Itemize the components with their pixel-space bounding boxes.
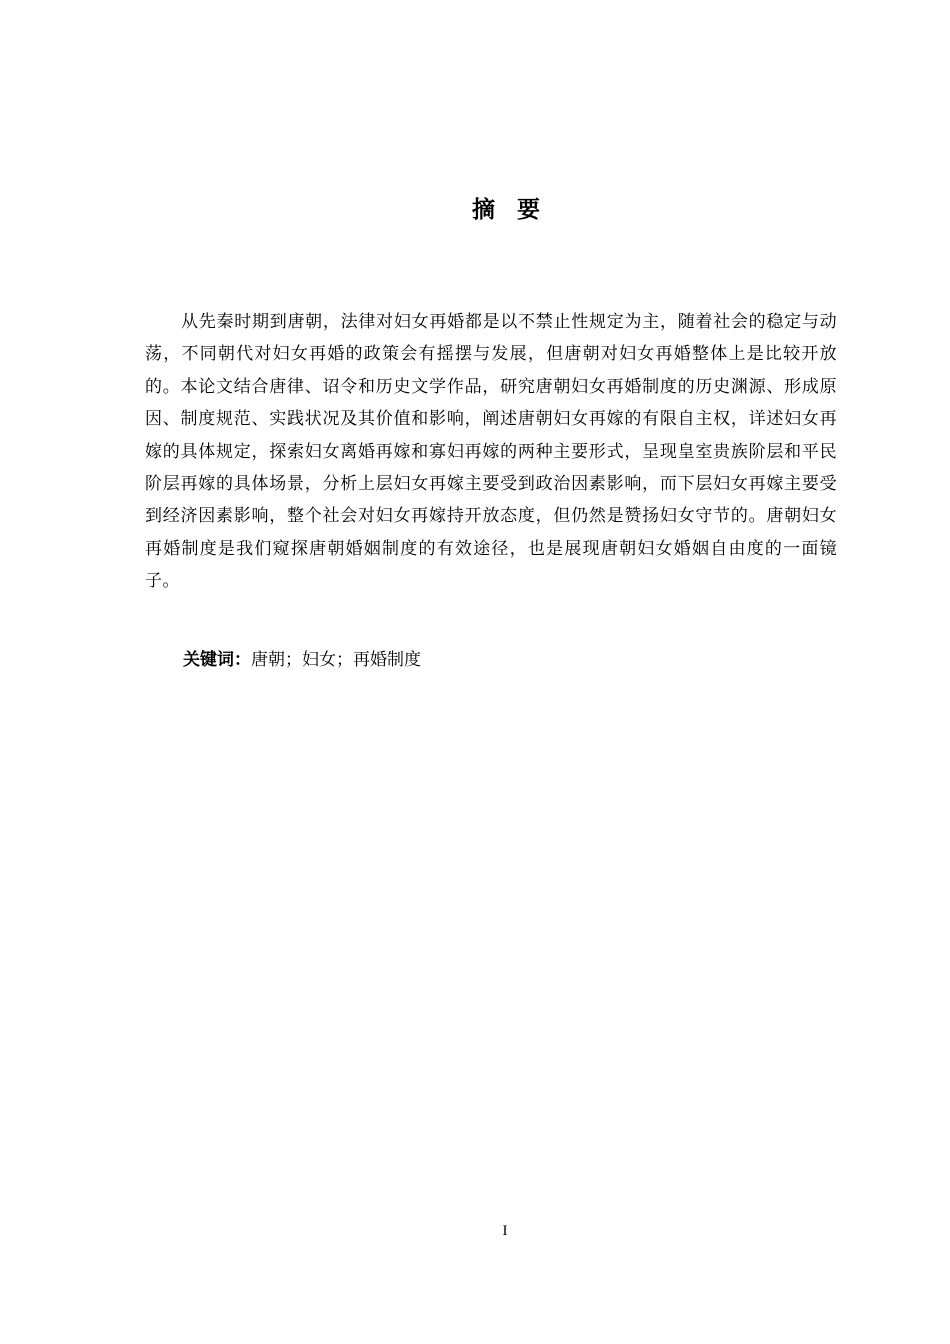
title-char-2: 要 — [517, 197, 540, 223]
title-char-1: 摘 — [472, 197, 495, 223]
keywords-label: 关键词： — [183, 650, 251, 670]
keywords-line — [183, 645, 783, 675]
abstract-paragraph: 从先秦时期到唐朝，法律对妇女再婚都是以不禁止性规定为主，随着社会的稳定与动荡，不同朝代对妇女再婚的政策会有摇摆与发展，但唐朝对妇女再婚整体上是比较开放的。本论文结合唐律、诏令和历史文学作品，研究唐朝妇女再婚制度的历史渊源、形成原因、制度规范、实践状况及其价值和影响，阐述唐朝妇女再嫁的有限自主权，详述妇女再嫁的具体规定，探索妇女离婚再嫁和寡妇再嫁的两种主要形式，呈现皇室贵族阶层和平民阶层再嫁的具体场景，分析上层妇女再嫁主要受到政治因素影响，而下层妇女再嫁主要受到经济因素影响，整个社会对妇女再嫁持开放态度，但仍然是赞扬妇女守节的。唐朝妇女再婚制度是我们窥探唐朝婚姻制度的有效途径，也是展现唐朝妇女婚姻自由度的一面镜子。 — [145, 312, 837, 592]
keywords-values: 唐朝；妇女；再婚制度 — [251, 650, 421, 670]
page-title — [0, 193, 950, 227]
page-number: I — [502, 1223, 508, 1239]
